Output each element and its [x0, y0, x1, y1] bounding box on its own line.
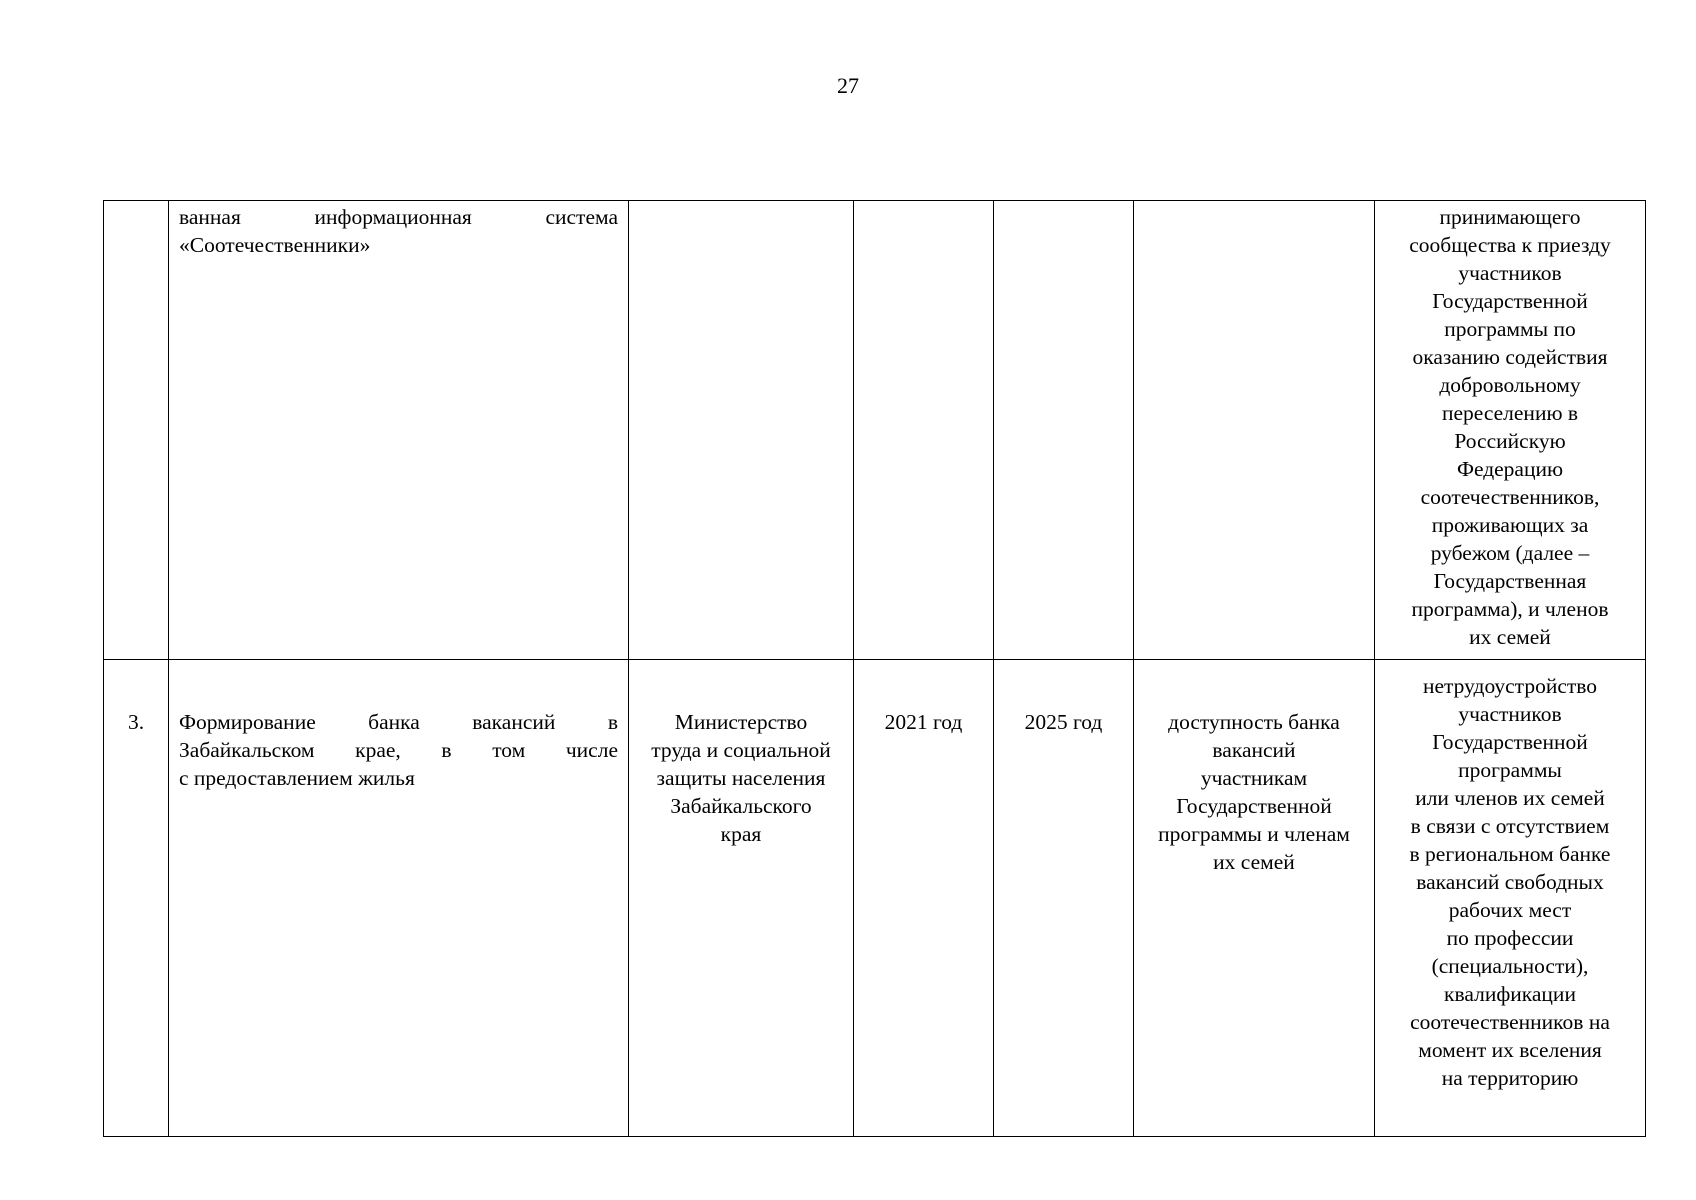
- risk-line: квалификации: [1444, 982, 1576, 1006]
- measure-name-line: Забайкальском крае, в том числе: [179, 738, 618, 762]
- risk-line: рубежом (далее –: [1430, 541, 1590, 565]
- risk-line: добровольному: [1439, 373, 1581, 397]
- executor-line: Министерство: [674, 710, 808, 734]
- result-line: Государственной: [1176, 794, 1332, 818]
- measure-name-line: с предоставлением жилья: [179, 766, 415, 790]
- risk-line: момент их вселения: [1418, 1038, 1602, 1062]
- executor-line: края: [720, 822, 762, 846]
- risk-line: рабочих мест: [1448, 898, 1572, 922]
- executor-line: труда и социальной: [651, 738, 831, 762]
- result-line: доступность банка: [1168, 710, 1340, 734]
- executor-line: защиты населения: [656, 766, 826, 790]
- risk-line: переселению в: [1441, 401, 1579, 425]
- risk-line: вакансий свободных: [1416, 870, 1604, 894]
- cell-executor: [629, 660, 854, 1137]
- cell-start-date: [854, 201, 994, 660]
- risk-line: сообщества к приезду: [1409, 233, 1611, 257]
- cell-number: [104, 201, 169, 660]
- cell-measure-name: [169, 201, 629, 660]
- risk-line: или членов их семей: [1415, 786, 1605, 810]
- result-line: программы и членам: [1158, 822, 1350, 846]
- risk-line: Российскую: [1454, 429, 1566, 453]
- risk-line: проживающих за: [1431, 513, 1589, 537]
- risk-line: по профессии: [1446, 926, 1574, 950]
- risk-line: Государственной: [1432, 289, 1588, 313]
- risk-line: принимающего: [1439, 205, 1581, 229]
- cell-measure-name: [169, 660, 629, 1137]
- risk-line: программы по: [1444, 317, 1576, 341]
- risk-line: соотечественников на: [1410, 1010, 1610, 1034]
- risk-line: оказанию содействия: [1412, 345, 1608, 369]
- risk-line: участников: [1458, 702, 1562, 726]
- result-line: их семей: [1213, 850, 1295, 874]
- risk-line: на территорию: [1441, 1066, 1579, 1090]
- measure-name-line: ванная информационная система: [179, 205, 618, 229]
- risk-line: соотечественников,: [1420, 485, 1600, 509]
- cell-start-date: 2021 год: [854, 660, 994, 1137]
- risk-line: Федерацию: [1456, 457, 1564, 481]
- result-line: участникам: [1200, 766, 1308, 790]
- risk-line: в связи с отсутствием: [1410, 814, 1610, 838]
- table-row: [104, 660, 1646, 1137]
- measures-table: [103, 200, 1646, 1137]
- page-number: 27: [837, 73, 859, 98]
- risk-line: программы: [1458, 758, 1562, 782]
- risk-line: Государственной: [1432, 730, 1588, 754]
- cell-executor: [629, 201, 854, 660]
- cell-end-date: [994, 201, 1134, 660]
- executor-line: Забайкальского: [670, 794, 812, 818]
- cell-risk: [1375, 201, 1646, 660]
- risk-line: Государственная: [1433, 569, 1587, 593]
- risk-line: нетрудоустройство: [1422, 674, 1598, 698]
- measure-name-line: «Соотечественники»: [179, 233, 371, 257]
- cell-end-date: 2025 год: [994, 660, 1134, 1137]
- risk-line: (специальности),: [1431, 954, 1589, 978]
- result-line: вакансий: [1212, 738, 1296, 762]
- cell-number: 3.: [104, 660, 169, 1137]
- risk-line: их семей: [1469, 625, 1551, 649]
- table-row: [104, 201, 1646, 660]
- measure-name-line: Формирование банка вакансий в: [179, 710, 618, 734]
- cell-expected-result: [1134, 201, 1375, 660]
- cell-risk: [1375, 660, 1646, 1137]
- risk-line: программа), и членов: [1411, 597, 1609, 621]
- risk-line: в региональном банке: [1409, 842, 1611, 866]
- cell-expected-result: [1134, 660, 1375, 1137]
- risk-line: участников: [1458, 261, 1562, 285]
